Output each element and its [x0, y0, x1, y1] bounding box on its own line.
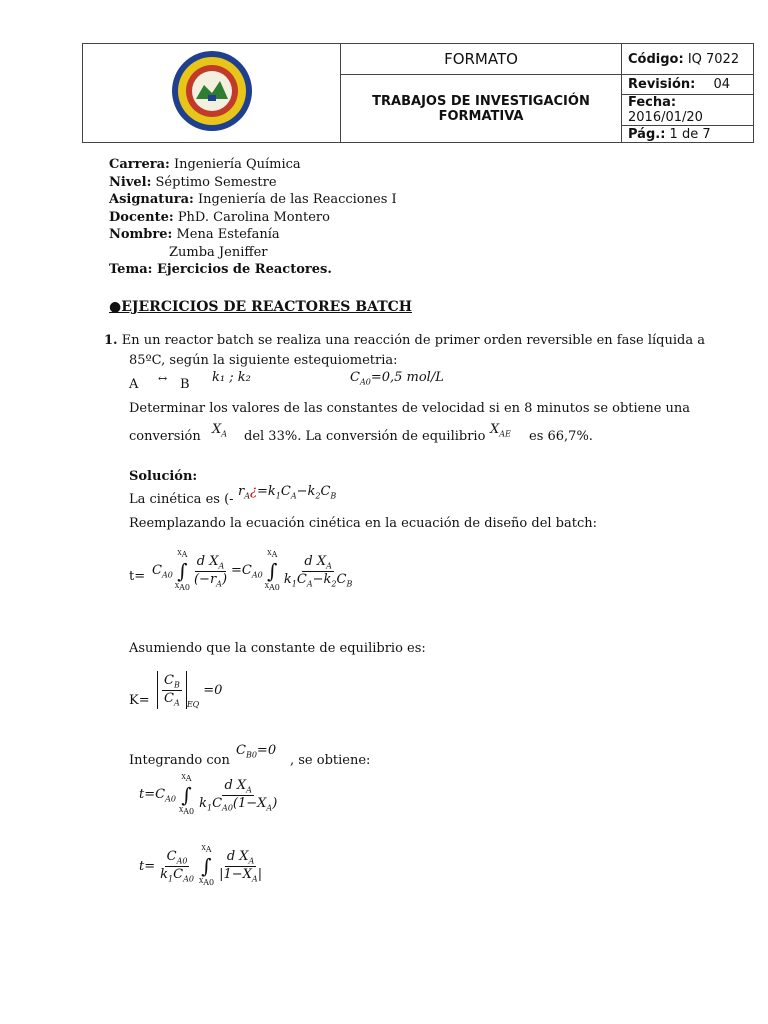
time-label: t= [129, 569, 146, 584]
revision-label: Revisión: [628, 77, 696, 92]
logo-cell [83, 44, 341, 143]
section-title: ●EJERCICIOS DE REACTORES BATCH [109, 299, 412, 315]
problem-text-1: En un reactor batch se realiza una reacción de primer orden reversible en fase líquida a [121, 333, 705, 348]
rate-constants: k₁ ; k₂ [212, 370, 251, 385]
problem-line-1 [104, 333, 705, 348]
fecha-label: Fecha: [628, 95, 677, 110]
page-label: Pág.: [628, 126, 666, 142]
integration-pre: Integrando con [129, 753, 230, 768]
conversion-pre: conversión [129, 429, 201, 444]
kinetics-equation: $r_A¿=k_1C_A-k_2C_B$ [238, 484, 337, 501]
asignatura-label: Asignatura: [109, 192, 194, 207]
codigo-cell [622, 44, 754, 75]
docente-value: PhD. Carolina Montero [177, 209, 330, 225]
equilibrium-text: Asumiendo que la constante de equilibrio es: [129, 641, 426, 656]
university-seal-icon [170, 49, 254, 133]
problem-text-2: 85ºC, según la siguiente estequiometria: [129, 353, 398, 368]
asignatura-value: Ingeniería de las Reacciones I [197, 192, 397, 207]
k-label: K= [129, 693, 150, 708]
conversion-mid: del 33%. La conversión de equilibrio [244, 429, 486, 444]
page-value: 1 [669, 126, 678, 142]
codigo-value: IQ 7022 [687, 51, 740, 67]
problem-number: 1. [104, 333, 118, 348]
equilibrium-conversion-symbol: $X_{AE}$ [490, 422, 511, 439]
docente-label: Docente: [109, 209, 174, 225]
conversion-end: es 66,7%. [529, 429, 593, 444]
integral-equation-2: t= $\frac{C_{A0}}{k_1C_{A0}}$ $X_A$ ∫ $X_{A0}$ $\frac{d X_A}{|1-X_A|}$ [139, 845, 263, 888]
nombre-value-1: Mena Estefanía [176, 227, 280, 242]
codigo-label: Código: [628, 51, 684, 67]
nivel-label: Nivel: [109, 174, 152, 190]
fecha-value: 2016/01/20 [628, 110, 703, 125]
design-text: Reemplazando la ecuación cinética en la ecuación de diseño del batch: [129, 516, 598, 531]
solution-title: Solución: [129, 469, 198, 484]
nombre-value-2: Zumba Jeniffer [169, 244, 268, 260]
integration-post: , se obtiene: [290, 753, 371, 768]
initial-cb: $C_{B0}=0$ [236, 743, 277, 760]
conversion-symbol: $X_A$ [212, 422, 228, 439]
nombre-label: Nombre: [109, 227, 173, 242]
revision-value: 04 [713, 77, 731, 92]
species-b: B [180, 377, 190, 392]
fecha-cell [622, 95, 754, 126]
header-table [82, 43, 754, 143]
tema-line: Tema: Ejercicios de Reactores. [109, 262, 332, 277]
equilibrium-equation: $\frac{C_B}{C_A}$ $_{EQ}$ =0 [157, 671, 222, 709]
format-subtitle: TRABAJOS DE INVESTIGACIÓN FORMATIVA [341, 75, 622, 143]
kinetics-text: La cinética es (- [129, 492, 234, 507]
design-equation: $C_{A0}$ $X_A$ ∫ $X_{A0}$ $\frac{d X_A}{(-r_A)}$ $=C_{A0}$ $X_A$ ∫ $X_{A0}$ $\frac{d X_A}{k_1C_A-k_2C_B}$ [152, 550, 353, 593]
info-block [109, 156, 397, 279]
revision-cell [622, 75, 754, 95]
initial-concentration: $C_{A0}=0,5$ mol/L [350, 370, 444, 387]
initial-conc-symbol: C [350, 370, 360, 385]
problem-text-3: Determinar los valores de las constantes de velocidad si en 8 minutos se obtiene una [129, 401, 691, 416]
page-cell [622, 126, 754, 143]
equilibrium-arrow-icon: ↔ [158, 372, 168, 385]
carrera-label: Carrera: [109, 157, 170, 172]
carrera-value: Ingeniería Química [173, 157, 301, 172]
nivel-value: Séptimo Semestre [155, 174, 277, 190]
format-title: FORMATO [341, 44, 622, 75]
page-total: de 7 [681, 126, 711, 142]
integral-equation-1: $t=C_{A0}$ $X_A$ ∫ $X_{A0}$ $\frac{d X_A}{k_1C_{A0}(1-X_A)}$ [139, 774, 278, 817]
species-a: A [129, 377, 139, 392]
